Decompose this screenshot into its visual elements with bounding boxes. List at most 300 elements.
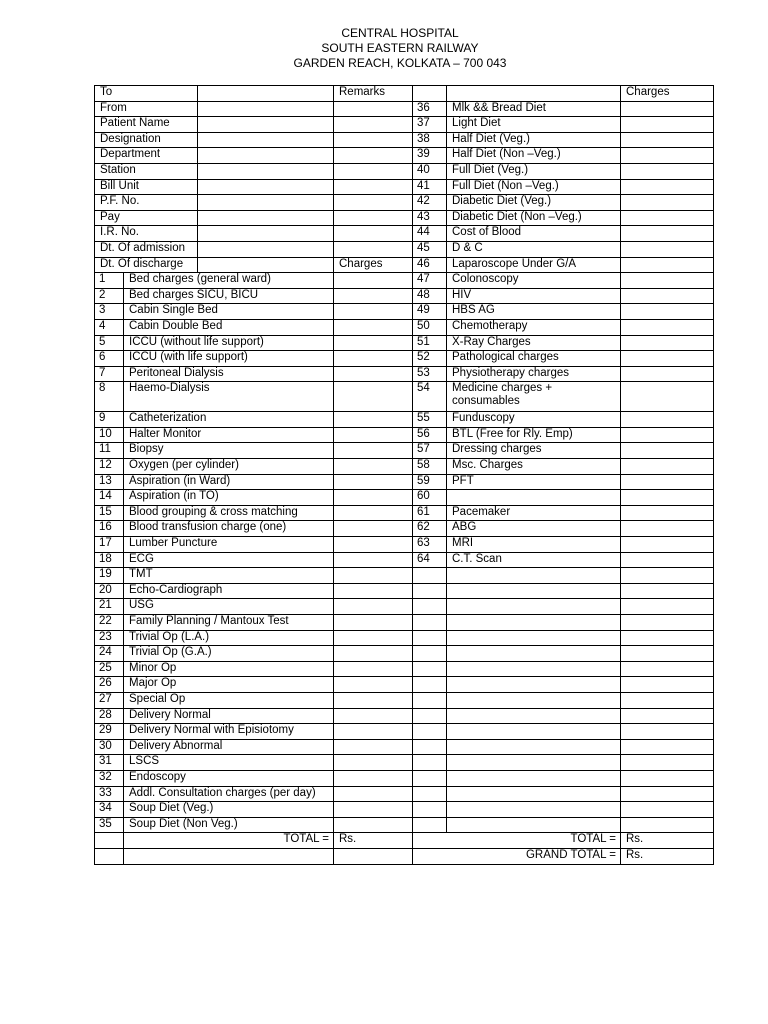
right-item-number [413, 802, 447, 818]
left-item-number: 21 [95, 599, 124, 615]
right-item-charges [621, 351, 714, 367]
right-item-label: Colonoscopy [447, 273, 621, 289]
left-item-charges [334, 351, 413, 367]
left-item-charges [334, 474, 413, 490]
right-item-number: 50 [413, 319, 447, 335]
right-item-number [413, 708, 447, 724]
right-item-charges [621, 304, 714, 320]
right-item-label [447, 708, 621, 724]
info-value [198, 179, 334, 195]
right-item-label [447, 739, 621, 755]
grand-total-value: Rs. [621, 848, 714, 864]
left-item-label: Aspiration (in TO) [124, 490, 334, 506]
left-item-number: 4 [95, 319, 124, 335]
table-row [95, 86, 714, 102]
charges-header: Charges [621, 86, 714, 102]
left-item-number: 31 [95, 755, 124, 771]
left-item-charges [334, 755, 413, 771]
remarks-value [334, 226, 413, 242]
table-row [95, 179, 714, 195]
grand-spacer [334, 848, 413, 864]
left-item-charges [334, 273, 413, 289]
right-item-number: 45 [413, 241, 447, 257]
table-row [95, 661, 714, 677]
right-item-number [413, 615, 447, 631]
right-item-label: Full Diet (Non –Veg.) [447, 179, 621, 195]
table-row [95, 117, 714, 133]
right-item-label [447, 661, 621, 677]
left-total-value: Rs. [334, 833, 413, 849]
info-label: Bill Unit [95, 179, 198, 195]
left-item-charges [334, 490, 413, 506]
info-value [198, 195, 334, 211]
table-row [95, 366, 714, 382]
left-item-label: Blood transfusion charge (one) [124, 521, 334, 537]
left-item-label: LSCS [124, 755, 334, 771]
left-item-label: Bed charges (general ward) [124, 273, 334, 289]
left-item-label: ICCU (with life support) [124, 351, 334, 367]
left-item-number: 2 [95, 288, 124, 304]
right-item-charges [621, 802, 714, 818]
hospital-header [0, 26, 768, 71]
left-item-number: 32 [95, 770, 124, 786]
right-item-number: 62 [413, 521, 447, 537]
table-row [95, 786, 714, 802]
right-item-number: 60 [413, 490, 447, 506]
left-item-charges [334, 802, 413, 818]
left-item-label: Major Op [124, 677, 334, 693]
right-item-label: X-Ray Charges [447, 335, 621, 351]
right-item-label: HBS AG [447, 304, 621, 320]
left-item-charges [334, 646, 413, 662]
left-item-number: 9 [95, 412, 124, 428]
left-item-number: 35 [95, 817, 124, 833]
right-item-charges [621, 117, 714, 133]
left-item-label: Delivery Abnormal [124, 739, 334, 755]
left-item-charges [334, 382, 413, 412]
right-item-label [447, 786, 621, 802]
left-item-number: 10 [95, 427, 124, 443]
left-item-charges [334, 630, 413, 646]
right-item-label: Diabetic Diet (Veg.) [447, 195, 621, 211]
left-item-charges [334, 366, 413, 382]
table-row [95, 288, 714, 304]
remarks-value [334, 132, 413, 148]
right-item-label: D & C [447, 241, 621, 257]
right-item-charges [621, 366, 714, 382]
right-item-number [413, 739, 447, 755]
table-row [95, 848, 714, 864]
left-item-charges [334, 335, 413, 351]
left-item-number: 5 [95, 335, 124, 351]
railway-name: SOUTH EASTERN RAILWAY [321, 41, 479, 55]
table-row [95, 474, 714, 490]
right-item-charges [621, 163, 714, 179]
right-item-charges [621, 630, 714, 646]
right-item-label: Full Diet (Veg.) [447, 163, 621, 179]
info-value [198, 132, 334, 148]
right-item-number [413, 677, 447, 693]
bill-table-body [95, 86, 714, 865]
left-item-label: Halter Monitor [124, 427, 334, 443]
total-spacer [95, 833, 124, 849]
left-item-label: Trivial Op (G.A.) [124, 646, 334, 662]
left-item-label: Trivial Op (L.A.) [124, 630, 334, 646]
left-item-charges [334, 537, 413, 553]
right-item-label [447, 770, 621, 786]
table-row [95, 351, 714, 367]
info-value [198, 86, 334, 102]
right-item-charges [621, 724, 714, 740]
left-item-number: 3 [95, 304, 124, 320]
left-item-label: Bed charges SICU, BICU [124, 288, 334, 304]
info-value [198, 101, 334, 117]
left-item-number: 25 [95, 661, 124, 677]
table-row [95, 521, 714, 537]
left-item-charges [334, 443, 413, 459]
left-item-charges [334, 739, 413, 755]
info-label: To [95, 86, 198, 102]
right-item-charges [621, 101, 714, 117]
remarks-value [334, 163, 413, 179]
left-item-charges [334, 786, 413, 802]
table-row [95, 708, 714, 724]
right-item-number: 64 [413, 552, 447, 568]
info-value [198, 226, 334, 242]
left-item-label: Cabin Double Bed [124, 319, 334, 335]
info-value [198, 117, 334, 133]
right-item-charges [621, 226, 714, 242]
left-item-charges [334, 770, 413, 786]
right-item-number: 40 [413, 163, 447, 179]
table-row [95, 833, 714, 849]
right-item-label: C.T. Scan [447, 552, 621, 568]
right-item-label: Funduscopy [447, 412, 621, 428]
info-label: Designation [95, 132, 198, 148]
left-item-label: TMT [124, 568, 334, 584]
right-item-charges [621, 692, 714, 708]
table-row [95, 692, 714, 708]
hospital-address: GARDEN REACH, KOLKATA – 700 043 [293, 56, 507, 70]
left-item-number: 16 [95, 521, 124, 537]
left-item-number: 15 [95, 505, 124, 521]
left-item-label: Echo-Cardiograph [124, 583, 334, 599]
right-item-charges [621, 708, 714, 724]
left-item-label: Delivery Normal [124, 708, 334, 724]
right-item-charges [621, 505, 714, 521]
right-item-number [413, 817, 447, 833]
left-item-charges [334, 552, 413, 568]
right-item-label: Pathological charges [447, 351, 621, 367]
right-item-charges [621, 474, 714, 490]
right-item-label [447, 86, 621, 102]
table-row [95, 241, 714, 257]
right-item-label [447, 568, 621, 584]
right-item-number: 43 [413, 210, 447, 226]
right-item-label [447, 490, 621, 506]
remarks-value [334, 179, 413, 195]
right-item-label: PFT [447, 474, 621, 490]
left-item-number: 28 [95, 708, 124, 724]
table-row [95, 552, 714, 568]
right-item-charges [621, 677, 714, 693]
table-row [95, 210, 714, 226]
right-item-number [413, 86, 447, 102]
right-item-label [447, 583, 621, 599]
remarks-value [334, 117, 413, 133]
right-item-charges [621, 770, 714, 786]
left-item-charges [334, 583, 413, 599]
right-item-charges [621, 568, 714, 584]
remarks-value [334, 195, 413, 211]
left-item-charges [334, 692, 413, 708]
right-item-charges [621, 521, 714, 537]
remarks-value [334, 210, 413, 226]
right-item-label: Msc. Charges [447, 459, 621, 475]
right-item-label: Mlk && Bread Diet [447, 101, 621, 117]
left-item-charges [334, 459, 413, 475]
right-item-number [413, 755, 447, 771]
left-item-label: Blood grouping & cross matching [124, 505, 334, 521]
right-item-charges [621, 335, 714, 351]
right-item-charges [621, 210, 714, 226]
right-item-charges [621, 459, 714, 475]
table-row [95, 319, 714, 335]
right-total-label: TOTAL = [413, 833, 621, 849]
right-item-charges [621, 273, 714, 289]
right-item-number: 63 [413, 537, 447, 553]
right-item-label [447, 630, 621, 646]
left-item-number: 11 [95, 443, 124, 459]
left-item-charges [334, 817, 413, 833]
table-row [95, 646, 714, 662]
table-row [95, 490, 714, 506]
right-item-number [413, 786, 447, 802]
table-row [95, 132, 714, 148]
info-value [198, 163, 334, 179]
left-item-number: 1 [95, 273, 124, 289]
remarks-value [334, 241, 413, 257]
info-label: Pay [95, 210, 198, 226]
table-row [95, 583, 714, 599]
right-item-number: 44 [413, 226, 447, 242]
left-item-label: Soup Diet (Non Veg.) [124, 817, 334, 833]
table-row [95, 163, 714, 179]
table-row [95, 739, 714, 755]
right-item-charges [621, 427, 714, 443]
right-item-charges [621, 382, 714, 412]
right-item-charges [621, 257, 714, 273]
left-item-label: Family Planning / Mantoux Test [124, 615, 334, 631]
right-item-charges [621, 552, 714, 568]
right-item-charges [621, 646, 714, 662]
left-item-label: Oxygen (per cylinder) [124, 459, 334, 475]
grand-spacer [124, 848, 334, 864]
right-item-label: Chemotherapy [447, 319, 621, 335]
right-item-charges [621, 490, 714, 506]
right-item-number: 54 [413, 382, 447, 412]
right-item-charges [621, 443, 714, 459]
left-item-charges [334, 677, 413, 693]
table-row [95, 537, 714, 553]
left-item-charges [334, 521, 413, 537]
remarks-header: Remarks [334, 86, 413, 102]
left-item-charges [334, 412, 413, 428]
info-value [198, 241, 334, 257]
left-item-number: 6 [95, 351, 124, 367]
right-item-charges [621, 412, 714, 428]
table-row [95, 427, 714, 443]
right-item-label: HIV [447, 288, 621, 304]
left-item-number: 23 [95, 630, 124, 646]
left-item-number: 22 [95, 615, 124, 631]
table-row [95, 505, 714, 521]
left-total-label: TOTAL = [124, 833, 334, 849]
left-item-number: 27 [95, 692, 124, 708]
info-label: From [95, 101, 198, 117]
right-item-charges [621, 661, 714, 677]
left-item-charges [334, 661, 413, 677]
right-item-number: 51 [413, 335, 447, 351]
right-item-label [447, 802, 621, 818]
right-item-number: 46 [413, 257, 447, 273]
info-label: Dt. Of admission [95, 241, 198, 257]
right-item-number: 47 [413, 273, 447, 289]
right-item-number [413, 583, 447, 599]
left-item-label: Special Op [124, 692, 334, 708]
right-item-number [413, 770, 447, 786]
right-item-charges [621, 288, 714, 304]
left-item-number: 19 [95, 568, 124, 584]
info-value [198, 210, 334, 226]
table-row [95, 802, 714, 818]
right-item-number: 53 [413, 366, 447, 382]
left-item-number: 33 [95, 786, 124, 802]
left-item-number: 17 [95, 537, 124, 553]
left-item-charges [334, 505, 413, 521]
right-item-charges [621, 817, 714, 833]
right-item-number: 41 [413, 179, 447, 195]
left-item-label: Peritoneal Dialysis [124, 366, 334, 382]
right-item-number: 48 [413, 288, 447, 304]
left-item-label: Haemo-Dialysis [124, 382, 334, 412]
table-row [95, 148, 714, 164]
left-item-charges [334, 599, 413, 615]
right-item-number: 42 [413, 195, 447, 211]
right-item-label: Half Diet (Veg.) [447, 132, 621, 148]
right-item-label [447, 646, 621, 662]
table-row [95, 599, 714, 615]
right-item-label [447, 599, 621, 615]
table-row [95, 724, 714, 740]
right-total-value: Rs. [621, 833, 714, 849]
right-item-number: 57 [413, 443, 447, 459]
right-item-label: Half Diet (Non –Veg.) [447, 148, 621, 164]
info-label: Patient Name [95, 117, 198, 133]
right-item-number: 55 [413, 412, 447, 428]
left-item-number: 24 [95, 646, 124, 662]
charges-label: Charges [334, 257, 413, 273]
left-item-number: 14 [95, 490, 124, 506]
right-item-charges [621, 195, 714, 211]
right-item-label: Laparoscope Under G/A [447, 257, 621, 273]
right-item-number: 37 [413, 117, 447, 133]
left-item-number: 12 [95, 459, 124, 475]
right-item-charges [621, 583, 714, 599]
right-item-label: BTL (Free for Rly. Emp) [447, 427, 621, 443]
left-item-number: 8 [95, 382, 124, 412]
grand-total-label: GRAND TOTAL = [413, 848, 621, 864]
left-item-label: Catheterization [124, 412, 334, 428]
bill-table [94, 85, 714, 865]
left-item-label: USG [124, 599, 334, 615]
right-item-number [413, 599, 447, 615]
left-item-number: 20 [95, 583, 124, 599]
right-item-number: 52 [413, 351, 447, 367]
table-row [95, 195, 714, 211]
left-item-charges [334, 288, 413, 304]
right-item-charges [621, 537, 714, 553]
right-item-number [413, 692, 447, 708]
remarks-value [334, 148, 413, 164]
table-row [95, 677, 714, 693]
table-row [95, 273, 714, 289]
right-item-charges [621, 755, 714, 771]
info-value [198, 148, 334, 164]
info-label: I.R. No. [95, 226, 198, 242]
right-item-label [447, 692, 621, 708]
left-item-label: Minor Op [124, 661, 334, 677]
table-row [95, 568, 714, 584]
right-item-label [447, 615, 621, 631]
left-item-number: 30 [95, 739, 124, 755]
left-item-number: 34 [95, 802, 124, 818]
left-item-charges [334, 304, 413, 320]
left-item-number: 26 [95, 677, 124, 693]
right-item-label: Physiotherapy charges [447, 366, 621, 382]
right-item-label: MRI [447, 537, 621, 553]
right-item-label: Medicine charges + consumables [447, 382, 621, 412]
right-item-number [413, 630, 447, 646]
table-row [95, 755, 714, 771]
left-item-charges [334, 708, 413, 724]
left-item-label: ICCU (without life support) [124, 335, 334, 351]
table-row [95, 630, 714, 646]
right-item-label: Diabetic Diet (Non –Veg.) [447, 210, 621, 226]
left-item-number: 18 [95, 552, 124, 568]
right-item-charges [621, 179, 714, 195]
right-item-charges [621, 786, 714, 802]
right-item-number: 49 [413, 304, 447, 320]
right-item-label: Pacemaker [447, 505, 621, 521]
left-item-label: ECG [124, 552, 334, 568]
table-row [95, 459, 714, 475]
table-row [95, 304, 714, 320]
right-item-number [413, 646, 447, 662]
right-item-label [447, 755, 621, 771]
right-item-number: 59 [413, 474, 447, 490]
table-row [95, 335, 714, 351]
right-item-label [447, 724, 621, 740]
left-item-label: Delivery Normal with Episiotomy [124, 724, 334, 740]
left-item-label: Soup Diet (Veg.) [124, 802, 334, 818]
info-label: Department [95, 148, 198, 164]
table-row [95, 226, 714, 242]
info-label: Dt. Of discharge [95, 257, 198, 273]
right-item-charges [621, 599, 714, 615]
left-item-label: Addl. Consultation charges (per day) [124, 786, 334, 802]
left-item-charges [334, 319, 413, 335]
